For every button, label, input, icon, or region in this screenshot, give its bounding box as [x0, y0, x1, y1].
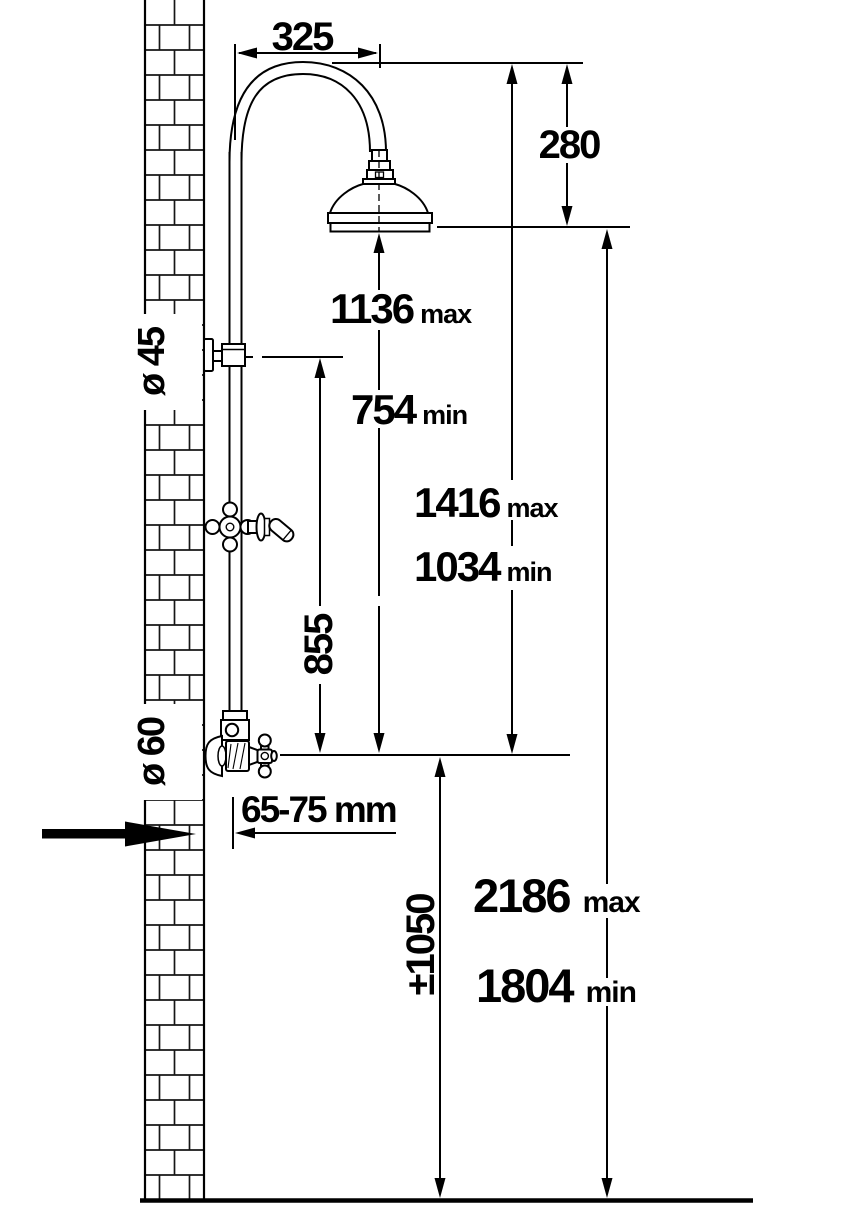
- dim-overall-height-max-label: 2186 max: [473, 869, 640, 922]
- dim-upper-flange-diameter-label: ø 45: [131, 327, 173, 397]
- diverter-lever: [267, 517, 296, 544]
- dim-head-drop-label: 280: [538, 123, 600, 167]
- dim-arm-projection-label: 325: [271, 15, 333, 59]
- dim-855: [315, 358, 326, 753]
- cross-handle-knob-top: [223, 503, 237, 517]
- dim-supply-height-label: ±1050: [399, 894, 443, 996]
- diverter-valve: [206, 503, 296, 552]
- dim-2186-1804: [602, 229, 613, 1198]
- cross-handle-knob-bottom: [223, 538, 237, 552]
- cross-handle-knob-left: [206, 520, 220, 534]
- gooseneck-arch: [230, 62, 387, 162]
- dim-riser-length-label: 855: [297, 614, 341, 676]
- dim-column-top-max-label: 1416 max: [414, 479, 558, 526]
- dim-column-top-min-label: 1034 min: [414, 543, 552, 590]
- brick-wall: [145, 0, 204, 1201]
- wall-bracket: [204, 339, 245, 371]
- dim-head-outlet-min-label: 754 min: [351, 386, 468, 433]
- union-fitting: [221, 711, 249, 740]
- dim-wall-inlet-depth-label: 65-75 mm: [241, 789, 396, 830]
- dim-head-outlet-max-label: 1136 max: [330, 285, 472, 332]
- dim-supply-flange-diameter-label: ø 60: [131, 717, 173, 787]
- shower-head: [328, 150, 432, 232]
- dim-overall-height-min-label: 1804 min: [476, 959, 636, 1012]
- supply-valve: [203, 735, 277, 778]
- supply-handle-knob-top: [259, 735, 271, 747]
- riser-pipe: [230, 152, 242, 712]
- supply-handle-knob-bottom: [259, 766, 271, 778]
- dim-1416-1034: [507, 64, 518, 754]
